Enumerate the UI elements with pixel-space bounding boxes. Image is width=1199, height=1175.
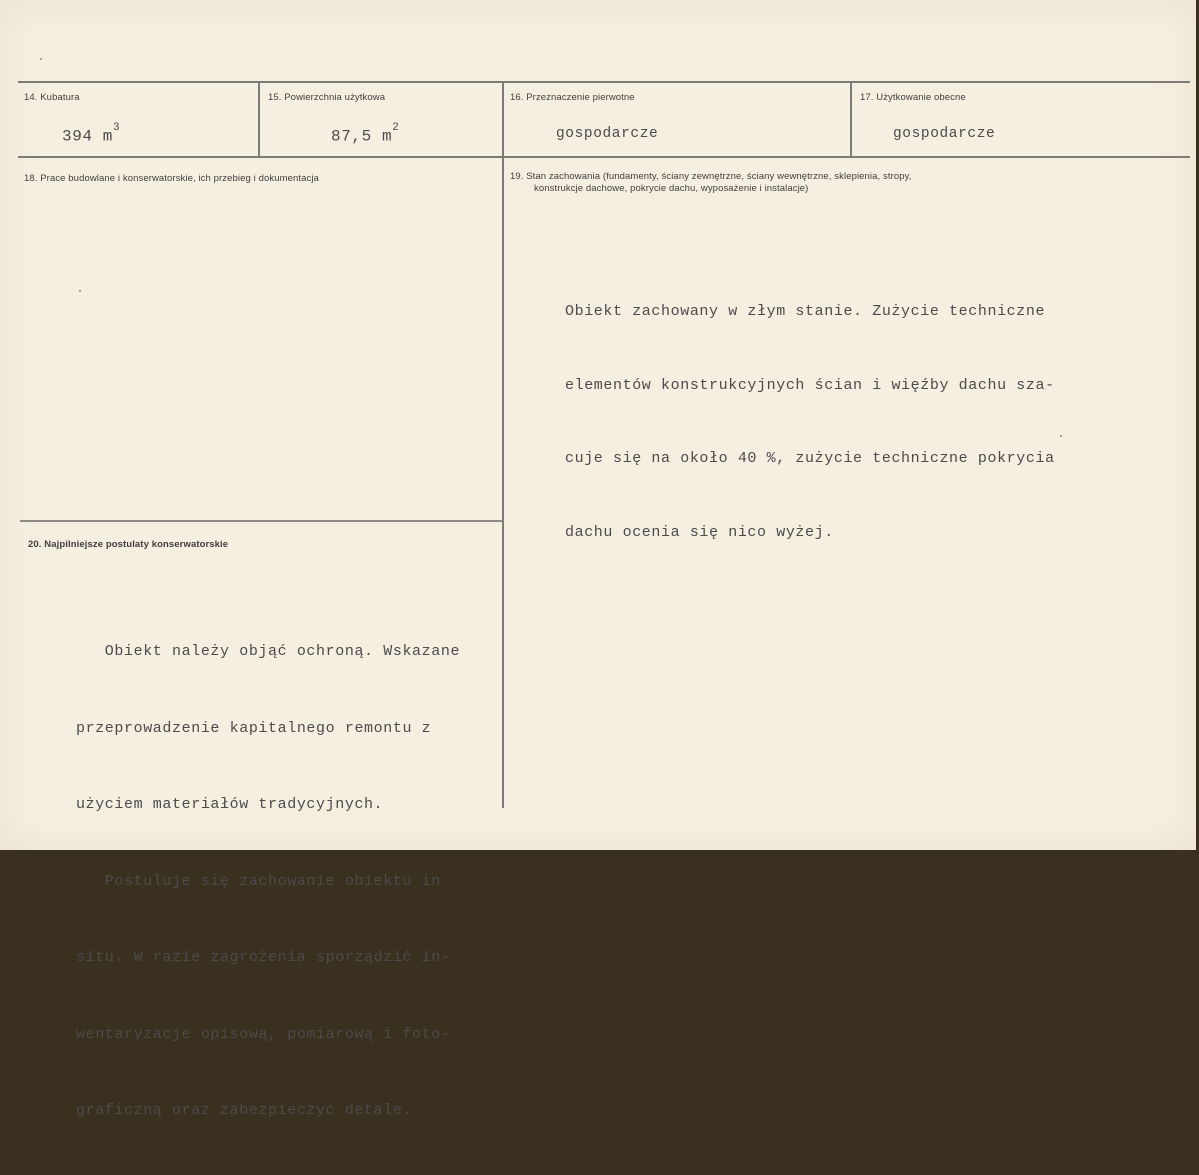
field-19-line: elementów konstrukcyjnych ścian i więźby dachu sza- xyxy=(565,376,1055,394)
field-17-value: gospodarcze xyxy=(893,126,996,142)
row1-bottom-rule xyxy=(18,156,1190,158)
field-20-text xyxy=(76,588,460,1175)
field-19-line: Obiekt zachowany w złym stanie. Zużycie techniczne xyxy=(565,303,1046,320)
paper-speck xyxy=(79,290,81,292)
field-14-label: 14. Kubatura xyxy=(24,92,80,103)
field-15-label: 15. Powierzchnia użytkowa xyxy=(268,92,386,103)
field-16-label: 16. Przeznaczenie pierwotne xyxy=(510,92,635,103)
field-19-label-line1: 19. Stan zachowania (fundamenty, ściany zewnętrzne, ściany wewnętrzne, sklepienia, stropy, xyxy=(510,171,912,182)
field-16-value: gospodarcze xyxy=(556,126,659,142)
field-20-line: wentaryzacje opisową, pomiarową i foto- xyxy=(76,1025,451,1043)
field-20-line: situ. W razie zagrożenia sporządzić in- xyxy=(76,949,451,966)
field-19-label xyxy=(510,171,912,195)
field-14-exponent: 3 xyxy=(113,122,121,134)
field-18-label: 18. Prace budowlane i konserwatorskie, ich przebieg i dokumentacja xyxy=(24,173,319,184)
field-20-line: użyciem materiałów tradycyjnych. xyxy=(76,796,384,813)
field-19-line: dachu ocenia się nico wyżej. xyxy=(565,523,834,541)
left-mid-rule xyxy=(20,520,502,522)
field-20-label: 20. Najpilniejsze postulaty konserwatorskie xyxy=(28,539,229,550)
divider-16-17 xyxy=(850,81,852,158)
field-17-label: 17. Użytkowanie obecne xyxy=(860,92,966,103)
divider-15-16 xyxy=(502,81,504,808)
field-20-line: Obiekt należy objąć ochroną. Wskazane xyxy=(76,643,461,660)
paper-speck xyxy=(1060,435,1062,437)
field-19-line: cuje się na około 40 %, zużycie techniczne pokrycia xyxy=(565,450,1055,467)
field-20-line: Postuluje się zachowanie obiektu in xyxy=(76,872,441,890)
paper-speck xyxy=(40,58,42,60)
field-19-text xyxy=(565,251,1055,594)
field-19-label-line2: konstrukcje dachowe, pokrycie dachu, wyposażenie i instalacje) xyxy=(534,183,809,194)
field-20-line: przeprowadzenie kapitalnego remontu z xyxy=(76,719,432,737)
field-15-exponent: 2 xyxy=(392,122,400,134)
field-15-value: 87,5 $m^2$ xyxy=(331,122,400,146)
field-20-line: graficzną oraz zabezpieczyć detale. xyxy=(76,1102,413,1119)
top-rule xyxy=(18,81,1190,83)
divider-14-15 xyxy=(258,81,260,158)
field-14-value: 394 $m^3$ xyxy=(62,122,121,146)
